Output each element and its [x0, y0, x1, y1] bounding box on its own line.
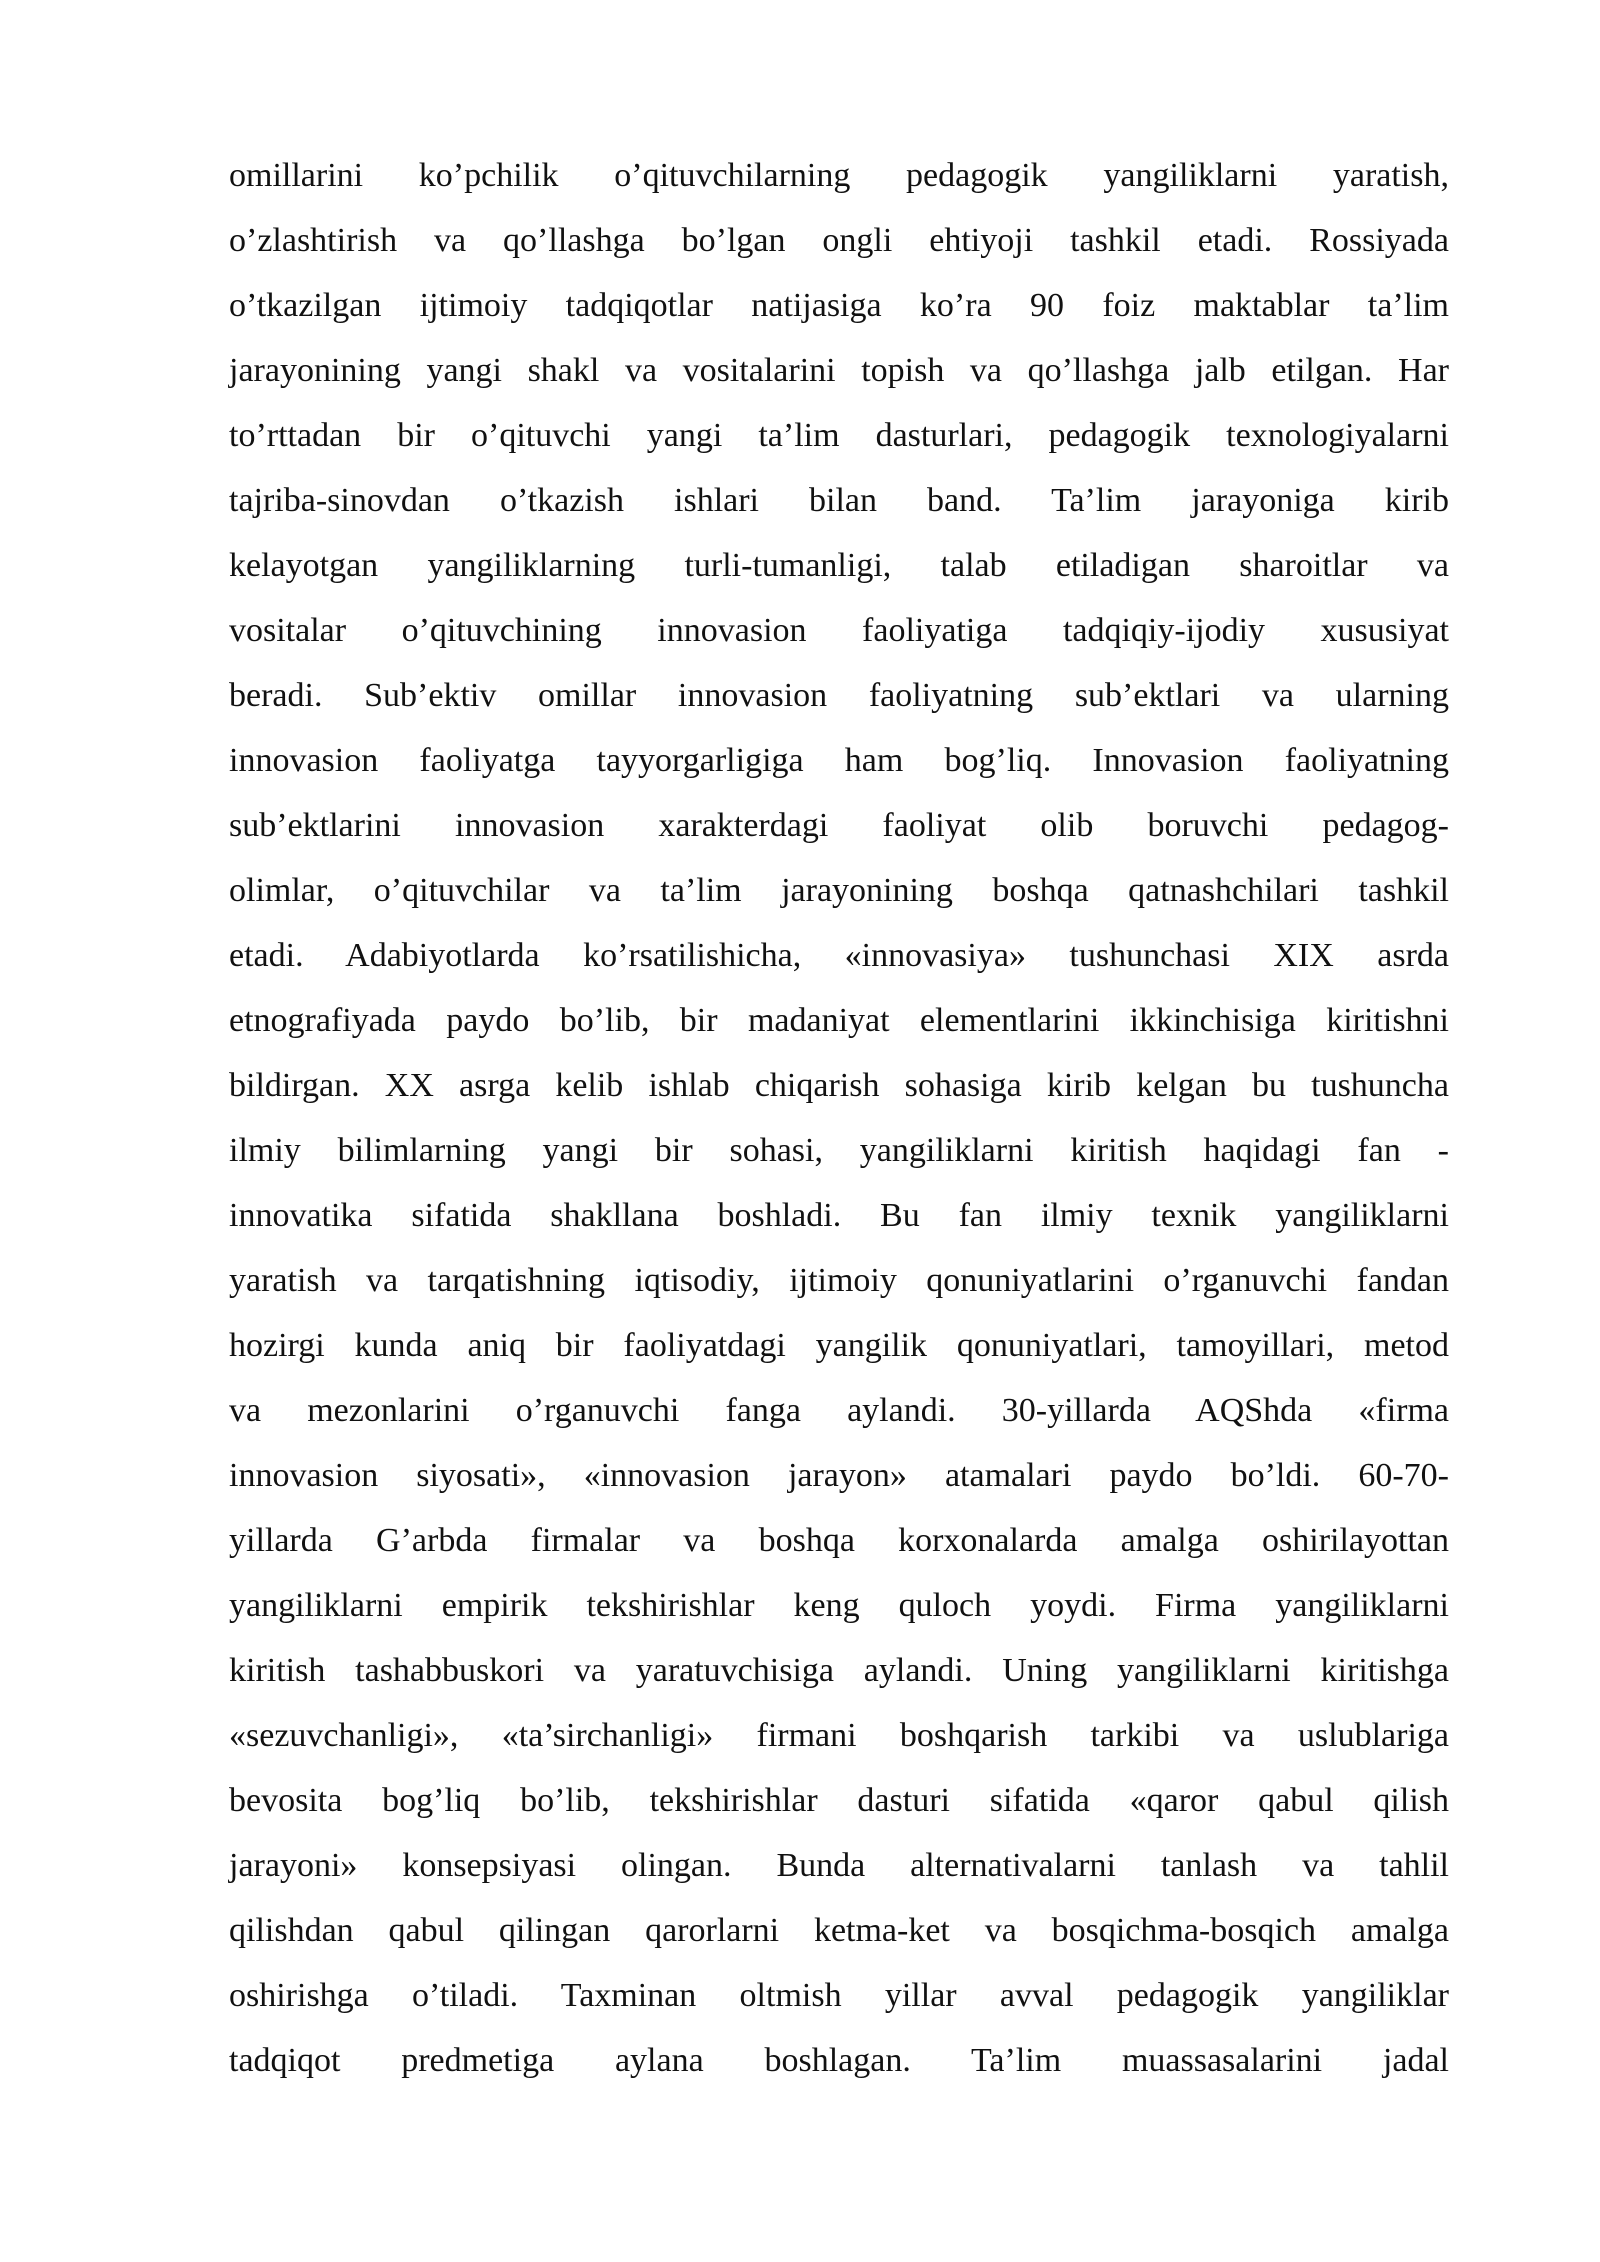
text-line: etadi. Adabiyotlarda ko’rsatilishicha, «innovasiya» tushunchasi XIX asrda [229, 937, 1449, 974]
text-line: jarayoni» konsepsiyasi olingan. Bunda alternativalarni tanlash va tahlil [229, 1847, 1449, 1884]
text-line: innovatika sifatida shakllana boshladi. Bu fan ilmiy texnik yangiliklarni [229, 1197, 1449, 1234]
text-line: innovasion faoliyatga tayyorgarligiga ham bog’liq. Innovasion faoliyatning [229, 742, 1449, 779]
text-line: hozirgi kunda aniq bir faoliyatdagi yangilik qonuniyatlari, tamoyillari, metod [229, 1327, 1449, 1364]
text-line: bevosita bog’liq bo’lib, tekshirishlar dasturi sifatida «qaror qabul qilish [229, 1782, 1449, 1819]
text-line: sub’ektlarini innovasion xarakterdagi faoliyat olib boruvchi pedagog- [229, 807, 1449, 844]
text-line: o’tkazilgan ijtimoiy tadqiqotlar natijasiga ko’ra 90 foiz maktablar ta’lim [229, 287, 1449, 324]
text-line: tadqiqot predmetiga aylana boshlagan. Ta’lim muassasalarini jadal [229, 2042, 1449, 2079]
text-line: innovasion siyosati», «innovasion jarayon» atamalari paydo bo’ldi. 60-70- [229, 1457, 1449, 1494]
text-line: o’zlashtirish va qo’llashga bo’lgan ongli ehtiyoji tashkil etadi. Rossiyada [229, 222, 1449, 259]
text-line: etnografiyada paydo bo’lib, bir madaniyat elementlarini ikkinchisiga kiritishni [229, 1002, 1449, 1039]
body-text [229, 150, 1449, 2100]
text-line: beradi. Sub’ektiv omillar innovasion faoliyatning sub’ektlari va ularning [229, 677, 1449, 714]
text-line: kelayotgan yangiliklarning turli-tumanligi, talab etiladigan sharoitlar va [229, 547, 1449, 584]
text-line: yaratish va tarqatishning iqtisodiy, ijtimoiy qonuniyatlarini o’rganuvchi fandan [229, 1262, 1449, 1299]
text-line: jarayonining yangi shakl va vositalarini topish va qo’llashga jalb etilgan. Har [229, 352, 1449, 389]
text-line: olimlar, o’qituvchilar va ta’lim jarayonining boshqa qatnashchilari tashkil [229, 872, 1449, 909]
text-line: yangiliklarni empirik tekshirishlar keng quloch yoydi. Firma yangiliklarni [229, 1587, 1449, 1624]
text-line: vositalar o’qituvchining innovasion faoliyatiga tadqiqiy-ijodiy xususiyat [229, 612, 1449, 649]
text-line: qilishdan qabul qilingan qarorlarni ketma-ket va bosqichma-bosqich amalga [229, 1912, 1449, 1949]
text-line: omillarini ko’pchilik o’qituvchilarning pedagogik yangiliklarni yaratish, [229, 157, 1449, 194]
text-line: ilmiy bilimlarning yangi bir sohasi, yangiliklarni kiritish haqidagi fan - [229, 1132, 1449, 1169]
text-line: to’rttadan bir o’qituvchi yangi ta’lim dasturlari, pedagogik texnologiyalarni [229, 417, 1449, 454]
text-line: oshirishga o’tiladi. Taxminan oltmish yillar avval pedagogik yangiliklar [229, 1977, 1449, 2014]
text-line: bildirgan. XX asrga kelib ishlab chiqarish sohasiga kirib kelgan bu tushuncha [229, 1067, 1449, 1104]
text-line: kiritish tashabbuskori va yaratuvchisiga aylandi. Uning yangiliklarni kiritishga [229, 1652, 1449, 1689]
text-line: tajriba-sinovdan o’tkazish ishlari bilan band. Ta’lim jarayoniga kirib [229, 482, 1449, 519]
text-line: «sezuvchanligi», «ta’sirchanligi» firmani boshqarish tarkibi va uslublariga [229, 1717, 1449, 1754]
text-line: yillarda G’arbda firmalar va boshqa korxonalarda amalga oshirilayottan [229, 1522, 1449, 1559]
text-line: va mezonlarini o’rganuvchi fanga aylandi. 30-yillarda AQShda «firma [229, 1392, 1449, 1429]
